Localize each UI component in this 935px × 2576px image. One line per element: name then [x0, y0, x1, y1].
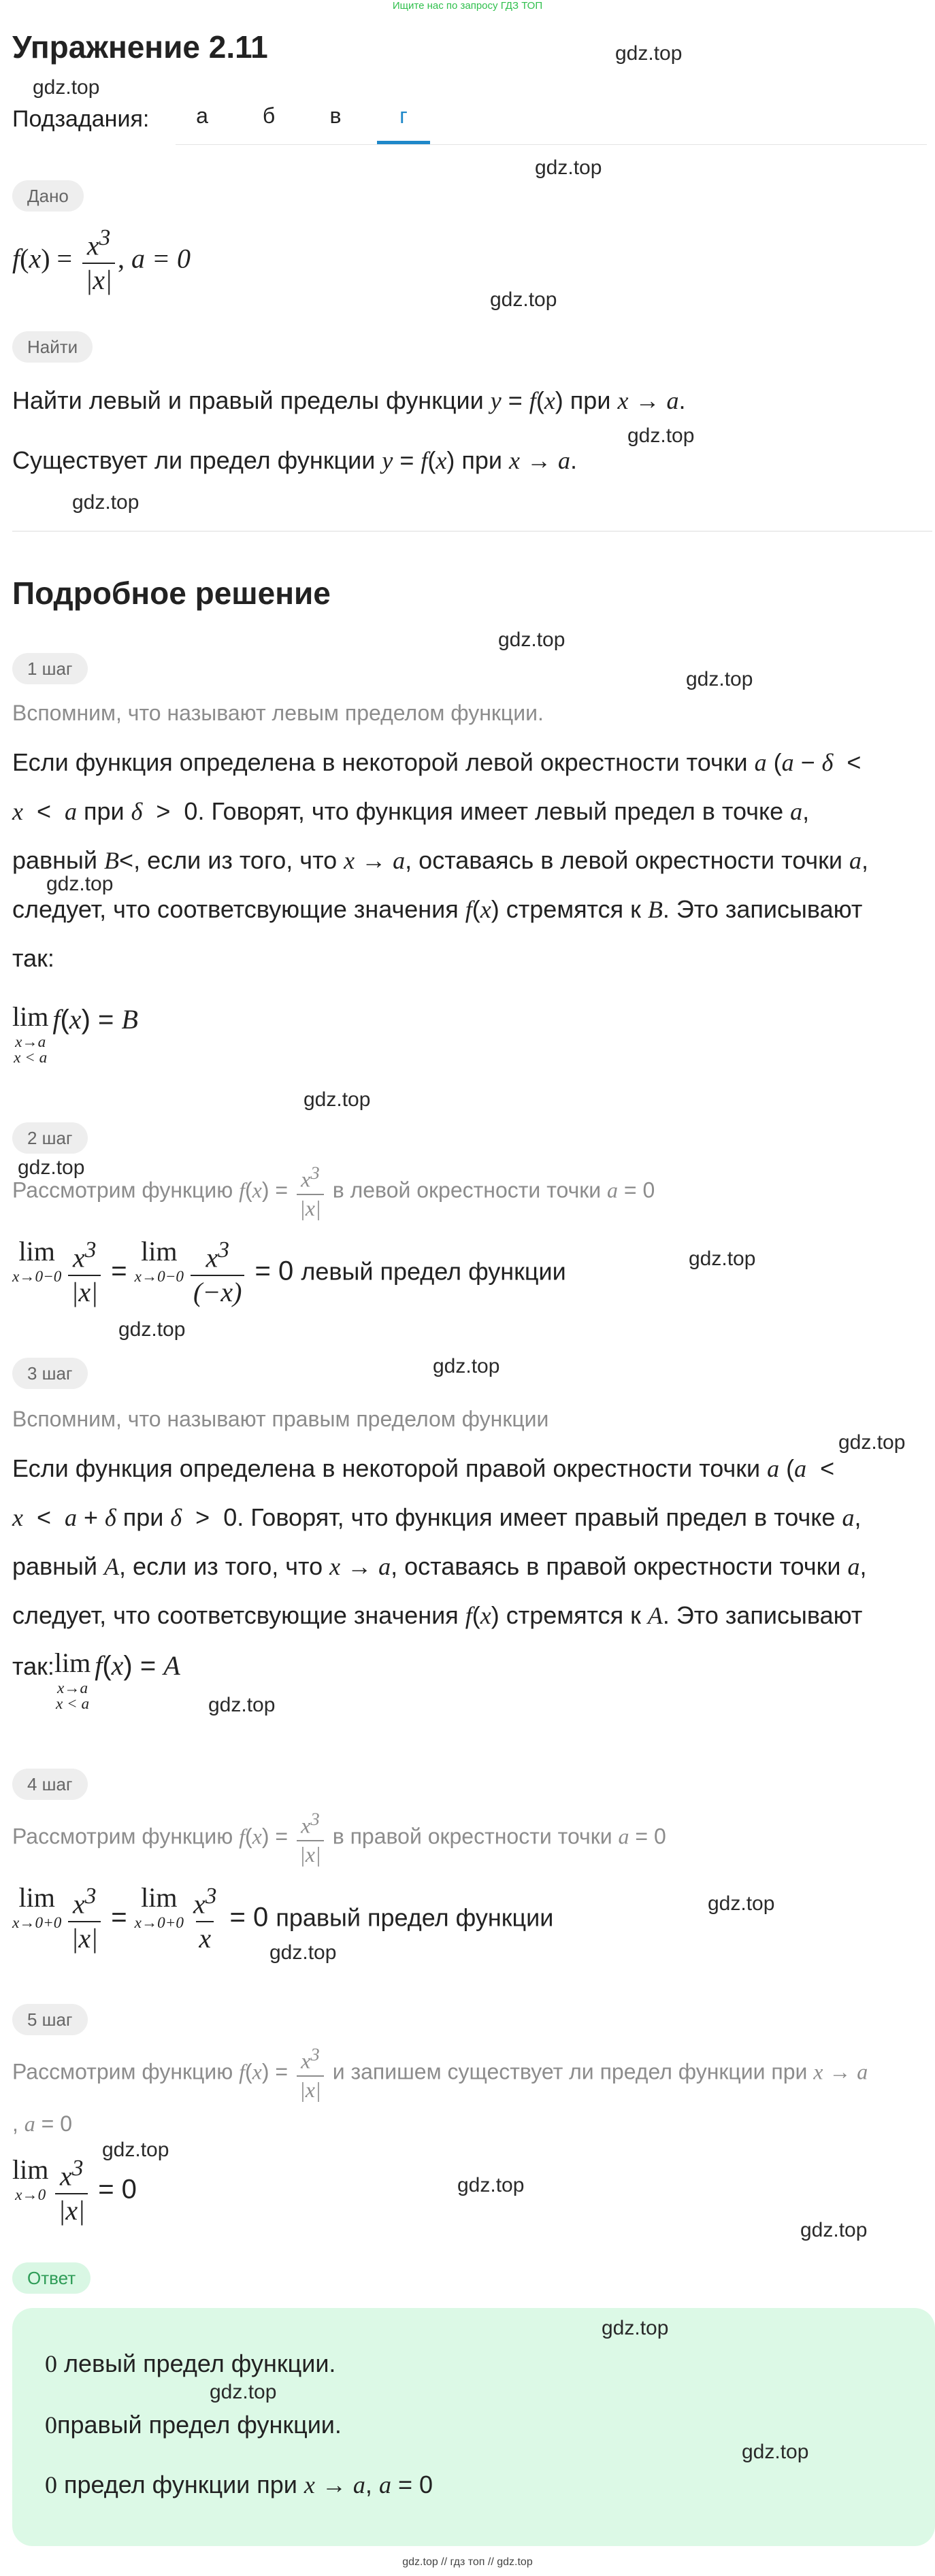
step-text: Если функция определена в некоторой левой окрестности точки: [12, 748, 755, 776]
step-text: , если из того, что: [133, 846, 344, 874]
watermark: gdz.top: [838, 1431, 906, 1454]
step-3-hint: Вспомним, что называют правым пределом функции: [12, 1407, 549, 1431]
step-1-line-5: так:: [12, 944, 54, 972]
step-text: , оставаясь в правой окрестности точки: [391, 1552, 848, 1580]
step-4-result: правый предел функции: [276, 1903, 554, 1932]
step-text: Рассмотрим функцию: [12, 2059, 240, 2084]
watermark: gdz.top: [615, 42, 683, 65]
answer-line-3: 0 предел функции при x → a, a = 0: [45, 2471, 433, 2498]
step-text: при: [77, 797, 131, 825]
step-text: равный: [12, 1552, 105, 1580]
step-text: и запишем существует ли предел функции при: [326, 2059, 814, 2084]
answer-text: левый предел функции.: [64, 2349, 336, 2377]
step-text: . Это записывают: [662, 895, 863, 923]
watermark: gdz.top: [269, 1941, 337, 1964]
step-3-line-2: x < a + δ при δ > 0. Говорят, что функция имеет правый предел в точке a,: [12, 1503, 862, 1531]
step-1-chip: 1 шаг: [12, 653, 88, 684]
page-title: Упражнение 2.11: [12, 29, 268, 65]
find-line-2: Существует ли предел функции y = f(x) при x → a.: [12, 446, 578, 474]
step-5-chip: 5 шаг: [12, 2004, 88, 2035]
watermark: gdz.top: [433, 1355, 500, 1377]
given-chip: Дано: [12, 180, 84, 212]
step-4-hint: Рассмотрим функцию f(x) = $\frac{x^3}{|x|}$ в правой окрестности точки a = 0: [12, 1809, 666, 1867]
step-1-line-2: x < a при δ > 0. Говорят, что функция имеет левый предел в точке a,: [12, 797, 810, 825]
step-text: следует, что соответсвующие значения: [12, 1601, 465, 1629]
watermark: gdz.top: [457, 2174, 525, 2196]
step-text: в левой окрестности точки: [326, 1177, 608, 1203]
step-3-line-5: так: lim x→a x < a f(x) = A: [12, 1647, 180, 1713]
step-1-line-3: равный B<, если из того, что x → a, оставаясь в левой окрестности точки a,: [12, 846, 869, 874]
subtask-tabs: [176, 101, 927, 145]
find-text: при: [455, 446, 510, 474]
step-text: стремятся к: [499, 1601, 648, 1629]
step-text: в правой окрестности точки: [326, 1824, 619, 1849]
top-search-link[interactable]: Ищите нас по запросу ГДЗ ТОП: [392, 0, 543, 12]
watermark: gdz.top: [742, 2441, 809, 2463]
step-1-hint: Вспомним, что называют левым пределом функции.: [12, 701, 544, 725]
step-5-formula: lim x→0 $\frac{x^3}{|x|}$ = 0: [12, 2154, 137, 2226]
answer-text: правый предел функции.: [57, 2411, 342, 2439]
step-4-chip: 4 шаг: [12, 1769, 88, 1800]
given-a-value: a = 0: [131, 243, 191, 274]
divider: [12, 531, 932, 532]
watermark: gdz.top: [490, 288, 557, 311]
step-text: Рассмотрим функцию: [12, 1177, 240, 1203]
watermark: gdz.top: [18, 1156, 85, 1179]
step-1-line-4: следует, что соответсвующие значения f(x) стремятся к B. Это записывают: [12, 895, 863, 923]
step-text: . Говорят, что функция имеет правый предел в точке: [237, 1503, 842, 1531]
watermark: gdz.top: [535, 156, 602, 179]
step-3-line-4: следует, что соответсвующие значения f(x) стремятся к A. Это записывают: [12, 1601, 863, 1629]
watermark: gdz.top: [686, 668, 753, 690]
step-text: , оставаясь в левой окрестности точки: [405, 846, 850, 874]
answer-text: предел функции при: [64, 2471, 304, 2498]
step-5-hint: Рассмотрим функцию f(x) = $\frac{x^3}{|x|}$ и запишем существует ли предел функции при x → a: [12, 2044, 868, 2102]
find-line-1: Найти левый и правый пределы функции y = f(x) при x → a.: [12, 386, 686, 414]
answer-chip: Ответ: [12, 2262, 91, 2294]
step-2-result: левый предел функции: [301, 1257, 566, 1286]
step-3-line-3: равный A, если из того, что x → a, оставаясь в правой окрестности точки a,: [12, 1552, 867, 1580]
given-formula: f(x) = $\frac{x^3}{|x|}$ , a = 0: [12, 225, 191, 296]
subtasks-label: Подзадания:: [12, 106, 150, 132]
footer-links[interactable]: gdz.top // гдз топ // gdz.top: [402, 2556, 533, 2568]
step-3-chip: 3 шаг: [12, 1358, 88, 1389]
watermark: gdz.top: [33, 76, 100, 99]
step-2-chip: 2 шаг: [12, 1122, 88, 1154]
watermark: gdz.top: [118, 1318, 186, 1341]
find-chip: Найти: [12, 331, 93, 363]
step-text: равный: [12, 846, 105, 874]
step-text: . Это записывают: [662, 1601, 863, 1629]
watermark: gdz.top: [800, 2219, 868, 2241]
tab-b[interactable]: б: [262, 103, 276, 128]
find-text: Найти левый и правый пределы функции: [12, 386, 491, 414]
step-text: Рассмотрим функцию: [12, 1824, 240, 1849]
step-4-formula: lim x→0+0 $\frac{x^3}{|x|}$ = lim x→0+0 $\frac{x^3}{x}$ = 0 правый предел функции: [12, 1882, 554, 1954]
step-text: . Говорят, что функция имеет левый предел в точке: [197, 797, 791, 825]
watermark: gdz.top: [304, 1088, 371, 1111]
step-text: , если из того, что: [119, 1552, 330, 1580]
tab-g[interactable]: г: [377, 103, 430, 144]
tab-a[interactable]: а: [196, 103, 208, 128]
step-2-formula: lim x→0−0 $\frac{x^3}{|x|}$ = lim x→0−0 $\frac{x^3}{(-x)}$ = 0 левый предел функции: [12, 1236, 566, 1308]
watermark: gdz.top: [208, 1694, 276, 1716]
step-text: так:: [12, 1652, 54, 1680]
watermark: gdz.top: [689, 1248, 756, 1270]
watermark: gdz.top: [72, 491, 140, 514]
tab-v[interactable]: в: [329, 103, 342, 128]
watermark: gdz.top: [210, 2381, 277, 2403]
watermark: gdz.top: [602, 2317, 669, 2339]
solution-title: Подробное решение: [12, 575, 331, 611]
watermark: gdz.top: [708, 1892, 775, 1915]
answer-line-1: 0 левый предел функции.: [45, 2349, 336, 2377]
step-2-hint: Рассмотрим функцию f(x) = $\frac{x^3}{|x|}$ в левой окрестности точки a = 0: [12, 1162, 655, 1220]
find-text: Существует ли предел функции: [12, 446, 382, 474]
watermark: gdz.top: [498, 629, 565, 651]
watermark: gdz.top: [46, 873, 114, 895]
watermark: gdz.top: [627, 424, 695, 447]
step-5-hint-cont: , a = 0: [12, 2111, 73, 2136]
step-1-formula: lim x→a x < a f(x) = B: [12, 1001, 138, 1067]
step-text: следует, что соответсвующие значения: [12, 895, 465, 923]
step-text: Если функция определена в некоторой правой окрестности точки: [12, 1454, 768, 1482]
step-1-line-1: Если функция определена в некоторой левой окрестности точки a (a − δ <: [12, 748, 862, 776]
watermark: gdz.top: [102, 2139, 169, 2161]
find-text: при: [563, 386, 618, 414]
answer-line-2: 0правый предел функции.: [45, 2411, 342, 2439]
step-text: при: [116, 1503, 171, 1531]
step-text: стремятся к: [499, 895, 648, 923]
step-3-line-1: Если функция определена в некоторой правой окрестности точки a (a <: [12, 1454, 835, 1482]
